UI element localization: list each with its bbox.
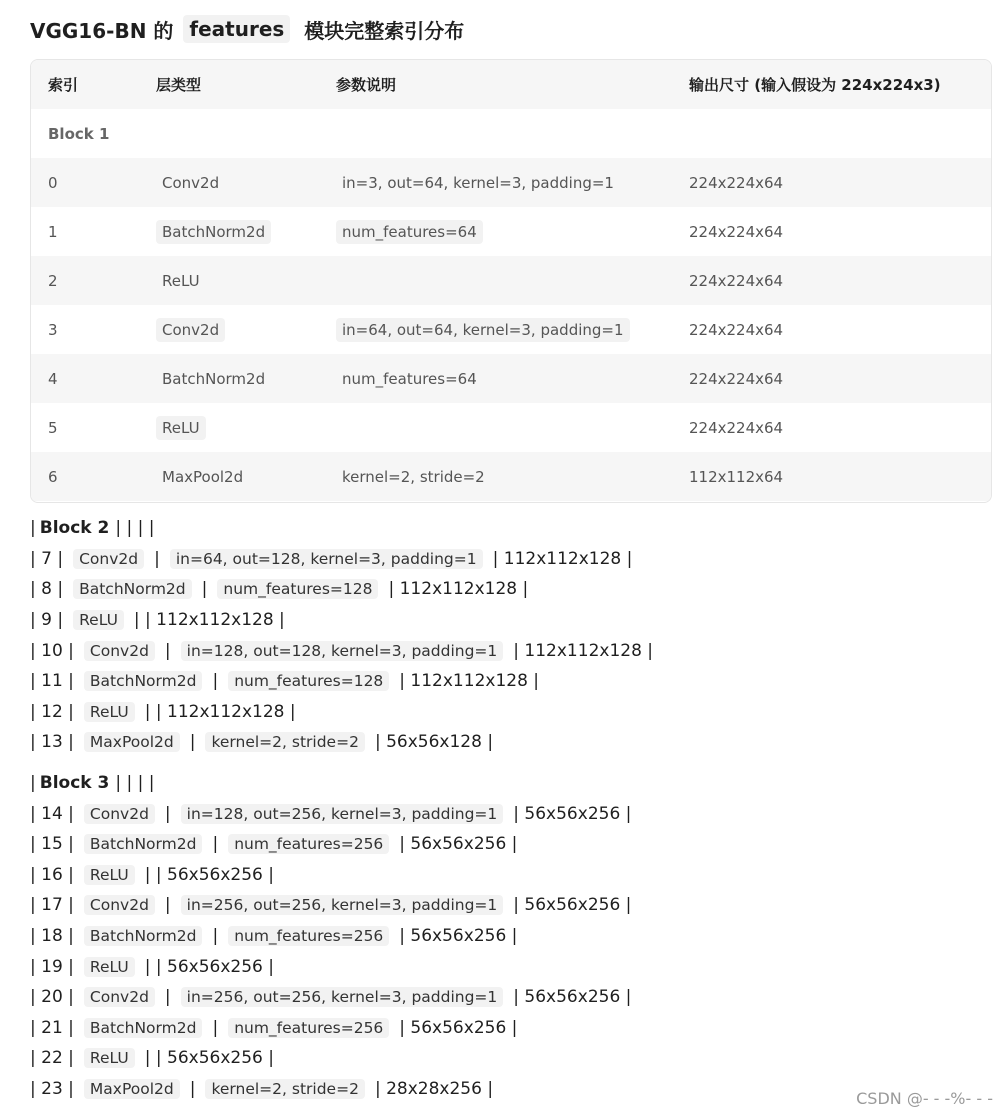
line-output: | 56x56x256 | (513, 987, 632, 1008)
raw-line (30, 666, 990, 697)
row-type: BatchNorm2d (162, 369, 266, 388)
line-index: | 14 | (30, 803, 74, 824)
block-3-rows (30, 798, 990, 1104)
pipe-text: | (30, 518, 36, 539)
raw-line (30, 697, 990, 728)
layer-type-code: ReLU (84, 957, 135, 977)
layer-type-code: BatchNorm2d (84, 926, 203, 946)
spacer (30, 758, 990, 768)
line-output: | 112x112x128 | (492, 548, 633, 569)
layer-type-code: Conv2d (84, 804, 155, 824)
pipe-text: | (189, 732, 196, 753)
pipe-text: | (164, 640, 171, 661)
line-output: | 112x112x128 | (513, 640, 654, 661)
pipe-text: | (164, 987, 171, 1008)
pipe-text: | (212, 671, 219, 692)
raw-line (30, 921, 990, 952)
pipe-text: | (189, 1078, 196, 1099)
header-type: 层类型 (156, 76, 202, 94)
layer-type-code: BatchNorm2d (84, 671, 203, 691)
raw-line (30, 982, 990, 1013)
line-index: | 21 | (30, 1017, 74, 1038)
pipe-text: | (212, 834, 219, 855)
row-params (336, 278, 348, 284)
line-output: | 28x28x256 | (374, 1078, 494, 1099)
params-code: in=256, out=256, kernel=3, padding=1 (181, 895, 504, 915)
pipe-text: | (164, 895, 171, 916)
row-index: 5 (48, 418, 58, 437)
table-row (31, 158, 991, 207)
pipe-text: | (154, 548, 160, 569)
params-code: kernel=2, stride=2 (205, 1079, 365, 1099)
table-header-row (31, 60, 991, 109)
params-code: in=128, out=128, kernel=3, padding=1 (181, 641, 504, 661)
line-output: | | 112x112x128 | (144, 701, 296, 722)
layer-type-code: ReLU (84, 702, 135, 722)
row-index: 4 (48, 369, 58, 388)
row-params: in=3, out=64, kernel=3, padding=1 (342, 173, 614, 192)
line-output: | 56x56x256 | (399, 834, 518, 855)
row-index: 2 (48, 271, 58, 290)
row-params: kernel=2, stride=2 (342, 467, 485, 486)
header-params: 参数说明 (336, 76, 397, 94)
line-output: | 112x112x128 | (388, 579, 529, 600)
row-output: 224x224x64 (689, 369, 784, 388)
row-output: 224x224x64 (689, 173, 784, 192)
row-output: 224x224x64 (689, 320, 784, 339)
raw-line (30, 1074, 990, 1105)
raw-line (30, 860, 990, 891)
row-output: 224x224x64 (689, 222, 784, 241)
line-index: | 15 | (30, 834, 74, 855)
row-type: Conv2d (162, 173, 220, 192)
table-row (31, 452, 991, 501)
line-index: | 22 | (30, 1048, 74, 1069)
line-index: | 18 | (30, 926, 74, 947)
layer-type-code: ReLU (73, 610, 124, 630)
raw-line (30, 1043, 990, 1074)
line-index: | 11 | (30, 671, 74, 692)
line-index: | 20 | (30, 987, 74, 1008)
layer-type-code: ReLU (84, 1048, 135, 1068)
line-index: | 8 | (30, 579, 64, 600)
layer-type-code: Conv2d (84, 641, 155, 661)
line-index: | 13 | (30, 732, 74, 753)
pipe-text: | (30, 773, 36, 794)
table-block-row (31, 109, 991, 158)
page-title (30, 14, 464, 44)
line-output: | 56x56x256 | (513, 895, 632, 916)
line-output: | 56x56x256 | (399, 1017, 518, 1038)
line-index: | 16 | (30, 864, 74, 885)
pipe-text: | (201, 579, 208, 600)
line-index: | 7 | (30, 548, 64, 569)
layer-type-code: Conv2d (73, 549, 144, 569)
title-prefix: VGG16-BN 的 (30, 18, 174, 43)
row-params: num_features=64 (342, 369, 477, 388)
line-index: | 19 | (30, 956, 74, 977)
line-output: | | 56x56x256 | (144, 956, 274, 977)
row-params: num_features=64 (336, 220, 483, 244)
params-code: num_features=256 (228, 1018, 389, 1038)
line-output: | 56x56x256 | (399, 926, 518, 947)
raw-line (30, 727, 990, 758)
block-label: Block 2 (39, 518, 110, 539)
raw-line (30, 829, 990, 860)
raw-line (30, 951, 990, 982)
table-row (31, 256, 991, 305)
row-type: BatchNorm2d (156, 220, 271, 244)
raw-line (30, 574, 990, 605)
layer-type-code: MaxPool2d (84, 732, 180, 752)
row-type: MaxPool2d (162, 467, 244, 486)
line-index: | 23 | (30, 1078, 74, 1099)
table-row (31, 403, 991, 452)
params-code: num_features=256 (228, 834, 389, 854)
row-params (336, 425, 348, 431)
line-index: | 12 | (30, 701, 74, 722)
params-code: num_features=128 (217, 579, 378, 599)
header-index: 索引 (48, 76, 79, 94)
layer-type-code: Conv2d (84, 987, 155, 1007)
block-label: Block 1 (48, 124, 110, 143)
params-code: in=256, out=256, kernel=3, padding=1 (181, 987, 504, 1007)
row-index: 3 (48, 320, 58, 339)
line-output: | | 112x112x128 | (133, 610, 285, 631)
layer-type-code: BatchNorm2d (73, 579, 192, 599)
line-output: | 112x112x128 | (399, 671, 540, 692)
table-row (31, 354, 991, 403)
block-label: Block 3 (39, 773, 110, 794)
raw-line (30, 1013, 990, 1044)
layer-type-code: ReLU (84, 865, 135, 885)
line-output: | | 56x56x256 | (144, 864, 274, 885)
raw-line (30, 890, 990, 921)
params-code: in=64, out=128, kernel=3, padding=1 (170, 549, 483, 569)
table-row (31, 207, 991, 256)
title-suffix: 模块完整索引分布 (304, 18, 465, 43)
row-params: in=64, out=64, kernel=3, padding=1 (336, 318, 630, 342)
row-output: 224x224x64 (689, 418, 784, 437)
row-output: 112x112x64 (689, 467, 784, 486)
line-output: | 56x56x256 | (513, 803, 632, 824)
features-table (30, 59, 992, 503)
raw-line (30, 605, 990, 636)
csdn-watermark: CSDN @- - -%- - - (856, 1089, 993, 1108)
layer-type-code: BatchNorm2d (84, 1018, 203, 1038)
title-code: features (183, 15, 290, 43)
pipe-text: | | | | (115, 518, 155, 539)
layer-type-code: BatchNorm2d (84, 834, 203, 854)
raw-line (30, 544, 990, 575)
line-index: | 10 | (30, 640, 74, 661)
row-type: ReLU (162, 271, 200, 290)
table-row (31, 305, 991, 354)
pipe-text: | (212, 1017, 219, 1038)
pipe-text: | (164, 803, 171, 824)
pipe-text: | (212, 926, 219, 947)
layer-type-code: Conv2d (84, 895, 155, 915)
row-output: 224x224x64 (689, 271, 784, 290)
header-output: 输出尺寸 (输入假设为 224x224x3) (689, 76, 941, 94)
block-2-rows (30, 544, 990, 758)
pipe-text: | | | | (115, 773, 155, 794)
raw-markdown-lines (30, 513, 990, 1104)
row-type: Conv2d (156, 318, 225, 342)
params-code: kernel=2, stride=2 (205, 732, 365, 752)
line-output: | 56x56x128 | (374, 732, 494, 753)
row-index: 0 (48, 173, 58, 192)
line-index: | 9 | (30, 610, 64, 631)
params-code: num_features=128 (228, 671, 389, 691)
params-code: in=128, out=256, kernel=3, padding=1 (181, 804, 504, 824)
block-3-heading (30, 768, 990, 799)
layer-type-code: MaxPool2d (84, 1079, 180, 1099)
line-output: | | 56x56x256 | (144, 1048, 274, 1069)
row-type: ReLU (156, 416, 206, 440)
raw-line (30, 798, 990, 829)
raw-line (30, 635, 990, 666)
block-2-heading (30, 513, 990, 544)
line-index: | 17 | (30, 895, 74, 916)
row-index: 6 (48, 467, 58, 486)
row-index: 1 (48, 222, 58, 241)
params-code: num_features=256 (228, 926, 389, 946)
